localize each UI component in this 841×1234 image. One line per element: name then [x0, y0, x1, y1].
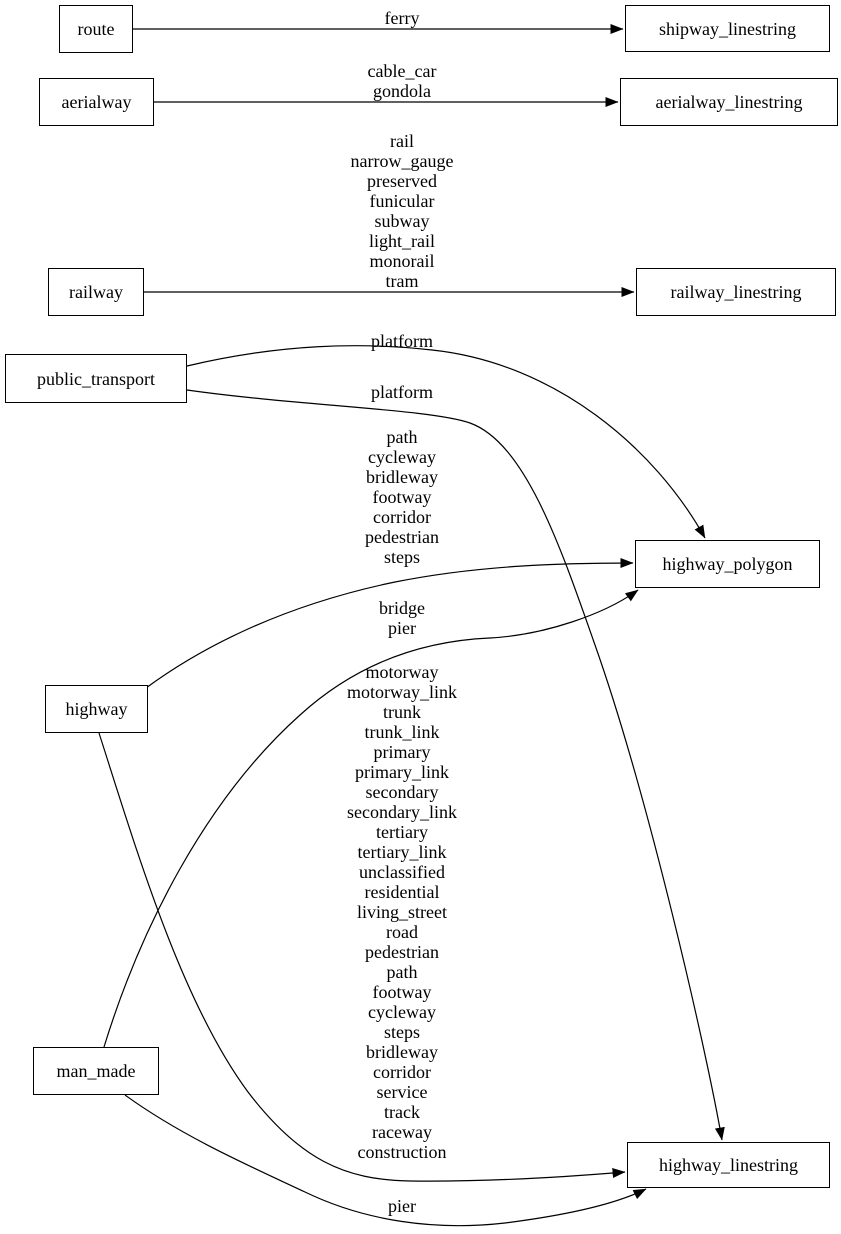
- edge-label-line: pedestrian: [365, 527, 439, 547]
- edge-label-line: footway: [372, 487, 432, 507]
- edge-label-bridge-pier: [379, 598, 425, 638]
- edge-label-line: service: [376, 1082, 428, 1102]
- edge-label-ferry: [385, 8, 420, 28]
- edge-label-line: unclassified: [359, 862, 445, 882]
- edge-label-line: cable_car: [367, 61, 437, 81]
- node-shipway-linestring-label: shipway_linestring: [659, 18, 796, 39]
- edge-label-line: pedestrian: [365, 942, 439, 962]
- edge-label-railway-values: [351, 131, 454, 291]
- edge-label-line: subway: [374, 211, 430, 231]
- edge-label-line: steps: [384, 1022, 420, 1042]
- edge-label-line: platform: [371, 382, 433, 402]
- node-railway-linestring: [636, 268, 836, 316]
- edge-label-line: gondola: [372, 81, 431, 101]
- edge-label-line: cycleway: [368, 447, 436, 467]
- edge-label-line: road: [386, 922, 418, 942]
- node-public-transport-label: public_transport: [37, 368, 155, 389]
- edge-label-line: cycleway: [368, 1002, 436, 1022]
- edge-label-line: tram: [385, 271, 419, 291]
- node-highway-linestring: [627, 1142, 830, 1188]
- edge-label-line: secondary: [365, 782, 439, 802]
- node-highway-polygon: [635, 540, 820, 588]
- edge-label-line: ferry: [384, 8, 420, 28]
- node-man-made-label: man_made: [56, 1061, 136, 1081]
- edge-label-line: primary_link: [355, 762, 449, 782]
- node-highway-polygon-label: highway_polygon: [662, 554, 793, 574]
- node-aerialway-linestring: [620, 78, 838, 126]
- edge-label-line: bridleway: [366, 1042, 438, 1062]
- node-man-made: [33, 1047, 159, 1095]
- edge-label-line: trunk_link: [364, 722, 440, 742]
- edge-label-highway-linestring-values: [347, 662, 457, 1162]
- edge-label-line: steps: [384, 547, 420, 567]
- node-aerialway-linestring-label: aerialway_linestring: [655, 92, 803, 112]
- node-railway: [48, 268, 144, 316]
- node-highway-label: highway: [65, 699, 128, 719]
- node-aerialway: [39, 78, 154, 126]
- edge-public-transport-to-highway-polygon: [187, 346, 705, 538]
- edge-label-platform-linestring: [371, 382, 433, 402]
- node-public-transport: [5, 354, 187, 403]
- node-highway: [45, 685, 148, 733]
- edge-label-line: primary: [373, 742, 431, 762]
- node-shipway-linestring: [625, 5, 830, 52]
- edge-label-line: motorway_link: [347, 682, 457, 702]
- edge-label-line: living_street: [357, 902, 447, 922]
- edge-label-line: bridge: [379, 598, 425, 618]
- edge-label-cable-car-gondola: [368, 61, 437, 101]
- node-route-label: route: [77, 19, 115, 39]
- edge-label-platform-polygon: [371, 331, 433, 351]
- edge-label-line: footway: [372, 982, 432, 1002]
- edge-label-line: corridor: [373, 1062, 431, 1082]
- node-railway-linestring-label: railway_linestring: [670, 282, 802, 302]
- edge-label-line: track: [384, 1102, 420, 1122]
- edge-label-line: path: [386, 427, 418, 447]
- edge-label-line: pier: [388, 1196, 416, 1216]
- edge-label-line: raceway: [372, 1122, 432, 1142]
- edge-label-line: platform: [371, 331, 433, 351]
- edge-label-line: secondary_link: [347, 802, 457, 822]
- edge-label-line: bridleway: [366, 467, 438, 487]
- edge-label-line: pier: [388, 618, 416, 638]
- edge-label-line: corridor: [373, 507, 431, 527]
- edge-label-line: trunk: [383, 702, 421, 722]
- node-railway-label: railway: [69, 282, 123, 302]
- edge-label-line: motorway: [365, 662, 439, 682]
- edge-label-line: monorail: [369, 251, 435, 271]
- edge-label-line: preserved: [367, 171, 437, 191]
- edge-label-line: path: [386, 962, 418, 982]
- edge-label-line: narrow_gauge: [350, 151, 454, 171]
- node-highway-linestring-label: highway_linestring: [659, 1155, 798, 1175]
- edge-label-line: construction: [357, 1142, 447, 1162]
- node-route: [59, 5, 133, 53]
- edge-label-highway-polygon-values: [365, 427, 439, 567]
- edge-label-line: funicular: [369, 191, 435, 211]
- edge-label-pier: [388, 1196, 416, 1216]
- edge-label-line: rail: [390, 131, 414, 151]
- edge-label-line: tertiary: [376, 822, 428, 842]
- edge-label-line: light_rail: [369, 231, 435, 251]
- node-aerialway-label: aerialway: [61, 92, 132, 112]
- edge-label-line: tertiary_link: [357, 842, 447, 862]
- edge-label-line: residential: [364, 882, 440, 902]
